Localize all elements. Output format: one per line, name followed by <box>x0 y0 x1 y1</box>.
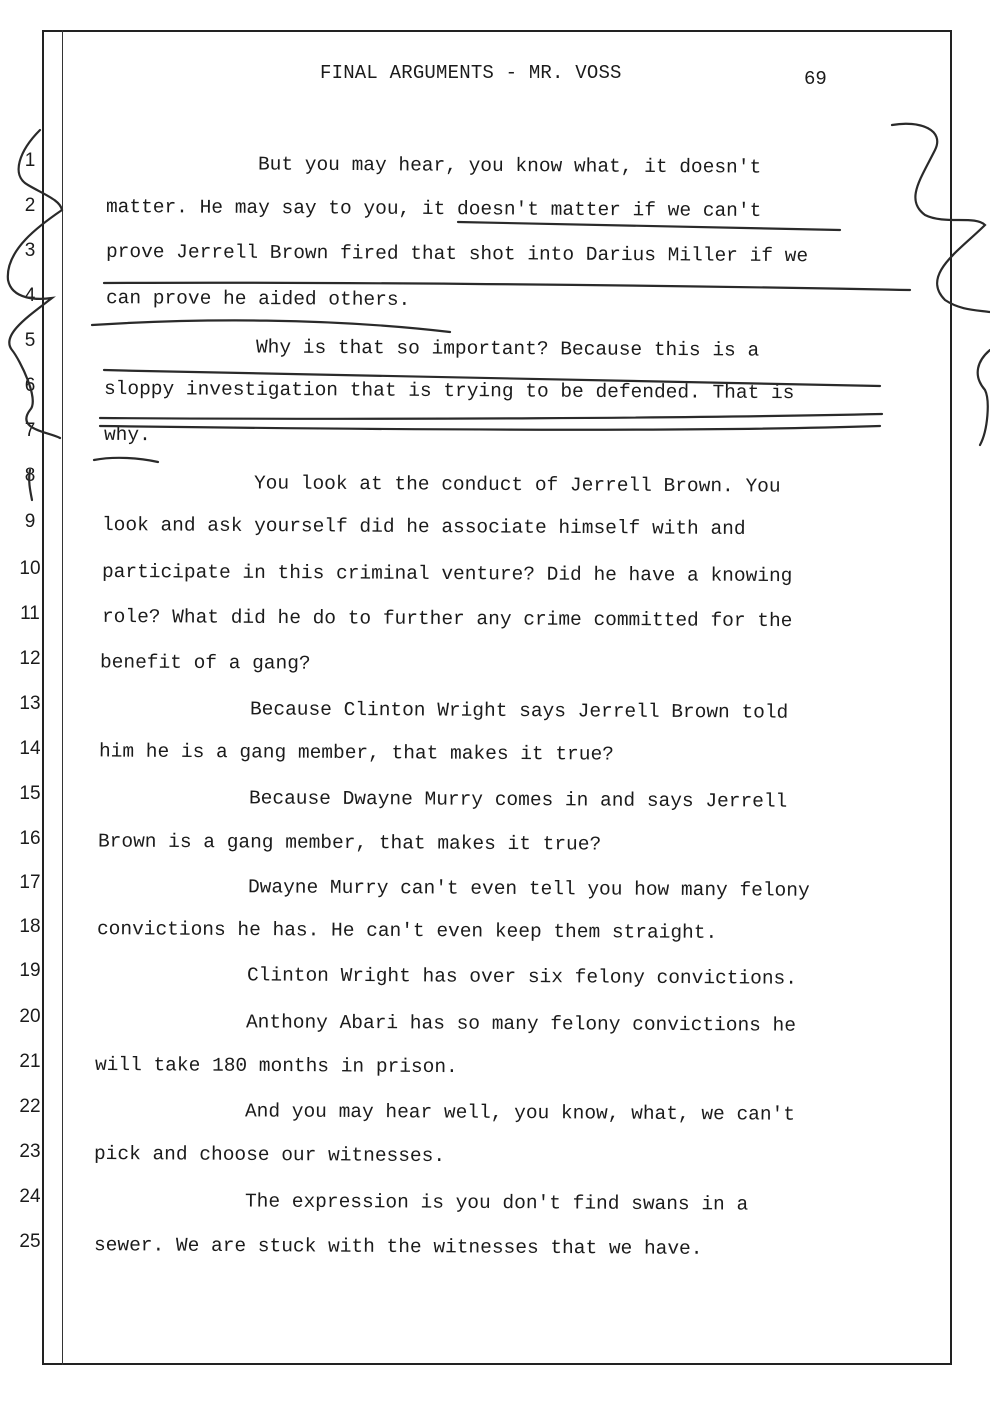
transcript-line: Because Dwayne Murry comes in and says Jerrell <box>248 787 788 813</box>
line-number: 5 <box>24 330 36 351</box>
line-number: 15 <box>19 783 41 804</box>
page-number: 69 <box>804 68 827 90</box>
transcript-line: Because Clinton Wright says Jerrell Brown told <box>249 698 789 724</box>
line-number: 14 <box>19 738 41 759</box>
transcript-line: role? What did he do to further any crime committed for the <box>101 605 793 633</box>
transcript-line: Brown is a gang member, that makes it true? <box>97 830 602 856</box>
line-number: 21 <box>19 1051 41 1072</box>
transcript-line: benefit of a gang? <box>99 651 311 675</box>
line-number: 12 <box>19 648 41 669</box>
line-number: 2 <box>24 195 36 216</box>
line-number: 23 <box>19 1141 41 1162</box>
page-header-title: FINAL ARGUMENTS - MR. VOSS <box>320 62 622 84</box>
line-number: 10 <box>19 558 41 579</box>
line-number: 18 <box>19 916 41 937</box>
transcript-line: matter. He may say to you, it doesn't matter if we can't <box>105 195 762 223</box>
line-number: 1 <box>24 150 36 171</box>
line-number: 6 <box>24 375 36 396</box>
line-number: 9 <box>24 511 36 532</box>
line-number: 7 <box>24 420 36 441</box>
transcript-line: look and ask yourself did he associate himself with and <box>101 514 746 540</box>
transcript-line: participate in this criminal venture? Did he have a knowing <box>101 560 793 588</box>
bracket-mark <box>978 350 990 445</box>
transcript-line: You look at the conduct of Jerrell Brown. You <box>253 472 781 498</box>
line-number: 8 <box>24 465 36 486</box>
transcript-line: him he is a gang member, that makes it true? <box>98 740 614 766</box>
line-number: 17 <box>19 872 41 893</box>
line-number: 4 <box>24 285 36 306</box>
line-number: 11 <box>20 603 40 624</box>
transcript-line: prove Jerrell Brown fired that shot into Darius Miller if we <box>105 240 809 268</box>
line-number: 13 <box>19 693 41 714</box>
line-number: 20 <box>19 1006 41 1027</box>
transcript-line: The expression is you don't find swans in a <box>244 1190 749 1216</box>
transcript-line: But you may hear, you know what, it doesn't <box>257 153 762 179</box>
line-number: 19 <box>19 960 41 981</box>
transcript-line: Dwayne Murry can't even tell you how many felony <box>247 876 810 902</box>
transcript-line: pick and choose our witnesses. <box>93 1142 446 1168</box>
transcript-line: And you may hear well, you know, what, we can't <box>244 1100 796 1126</box>
transcript-line: Anthony Abari has so many felony convictions he <box>245 1011 797 1037</box>
transcript-line: Why is that so important? Because this is a <box>255 336 760 362</box>
margin-rule <box>62 30 63 1365</box>
transcript-line: can prove he aided others. <box>105 287 411 311</box>
line-number: 24 <box>19 1186 41 1207</box>
transcript-line: sloppy investigation that is trying to be defended. That is <box>103 377 795 405</box>
transcript-line: will take 180 months in prison. <box>94 1053 458 1079</box>
transcript-line: Clinton Wright has over six felony convictions. <box>246 964 798 990</box>
transcript-line: sewer. We are stuck with the witnesses that we have. <box>93 1234 703 1260</box>
line-number: 22 <box>19 1096 41 1117</box>
line-number: 16 <box>19 828 41 849</box>
line-number: 25 <box>19 1231 41 1252</box>
transcript-line: why. <box>103 423 151 447</box>
transcript-line: convictions he has. He can't even keep them straight. <box>96 918 718 944</box>
line-number: 3 <box>24 240 36 261</box>
